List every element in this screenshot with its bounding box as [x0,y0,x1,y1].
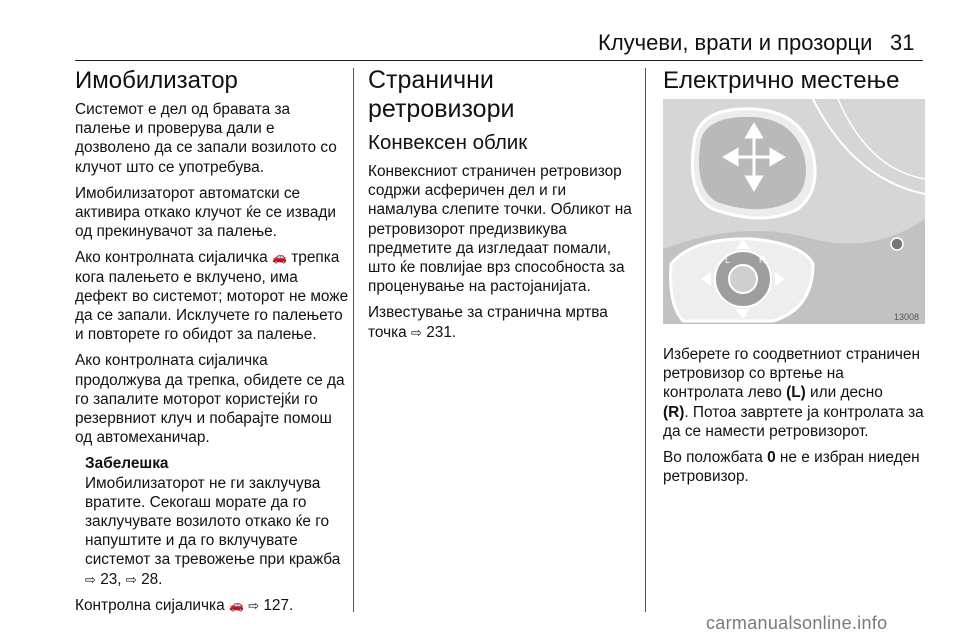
mirror-control-illustration [663,99,925,324]
running-header: Клучеви, врати и прозорци [598,30,873,55]
watermark: carmanualsonline.info [706,613,888,633]
svg-text:L: L [725,255,731,265]
text-run: Известување за странична мртва точка [368,304,608,341]
section-heading-electric-adjustment: Електрично местење [663,67,900,94]
page-reference[interactable]: 127. [263,596,294,614]
immobilizer-lamp-icon: 🚗 [228,597,244,612]
text-run: . Потоа завртете ја контролата за да се намести ретровизорот. [663,403,924,440]
section-heading-immobilizer: Имобилизатор [75,67,238,94]
text-run: Имобилизаторот не ги заклучува вратите. Секогаш морате да го заклучувате возилото откако ќе го напуштите и да го вклучувате системот за тревожење при кражба [85,474,341,569]
paragraph [75,248,349,344]
note-title: Забелешка [85,455,169,473]
text-run: Контролна сијаличка [75,596,225,614]
note-text [85,474,349,589]
paragraph: Ако контролната сијаличка продолжува да трепка, обидете се да го запалите моторот користејќи го резервниот клуч и побарајте помош од автомеханичар. [75,352,345,447]
reference-arrow-icon: ⇨ [411,324,422,340]
page-number: 31 [890,30,915,55]
paragraph [368,303,636,341]
svg-text:R: R [759,255,766,265]
left-column [75,66,349,622]
paragraph: Имобилизаторот автоматски се активира откако клучот ќе се извади од прекинувачот за палење. [75,184,336,241]
header-rule [75,60,923,61]
bold-label-left: (L) [786,384,806,402]
column-divider-left [353,68,354,612]
reference-arrow-icon: ⇨ [125,571,137,587]
reference-arrow-icon: ⇨ [248,597,260,613]
paragraph: Системот е дел од бравата за палење и проверува дали е дозволено да се запали возилото со клучот што се употребува. [75,101,337,176]
right-column-heading [663,66,925,100]
page-reference[interactable]: 28. [141,570,163,588]
bold-position-zero: 0 [767,449,776,467]
text-run: или десно [810,384,883,402]
text-run: не е избран ниеден ретровизор. [663,449,920,486]
figure-id: 13008 [893,312,919,322]
text-run: трепка кога палењето е вклучено, има дефект во системот; моторот не може да се запали. Исклучете го палењето и повторете го обидот за палење. [75,249,349,344]
mirror-control-drawing [663,99,925,324]
section-heading-side-mirrors: Странични ретровизори [368,66,515,123]
middle-column [368,66,636,349]
note-box [85,454,349,588]
page-reference[interactable]: 23, [100,570,122,588]
column-divider-right [645,68,646,612]
text-run: Изберете го соодветниот страничен ретровизор со вртење на контролата лево [663,346,920,402]
paragraph [663,448,928,486]
page-reference[interactable]: 231. [426,323,457,341]
bold-label-right: (R) [663,403,685,421]
subheading-convex-shape: Конвексен облик [368,131,528,154]
immobilizer-lamp-icon: 🚗 [272,250,287,265]
paragraph: Конвексниот страничен ретровизор содржи асферичен дел и ги намалува слепите точки. Обликот на ретровизорот предизвикува предметите да изгледаат помали, што ќе повлијае врз способноста за проценување на растојанијата. [368,163,632,296]
paragraph [75,596,349,615]
right-column-text [663,345,928,493]
text-run: Во положбата [663,449,763,467]
text-run: Ако контролната сијаличка [75,249,268,267]
reference-arrow-icon: ⇨ [85,571,96,587]
paragraph [663,345,928,441]
